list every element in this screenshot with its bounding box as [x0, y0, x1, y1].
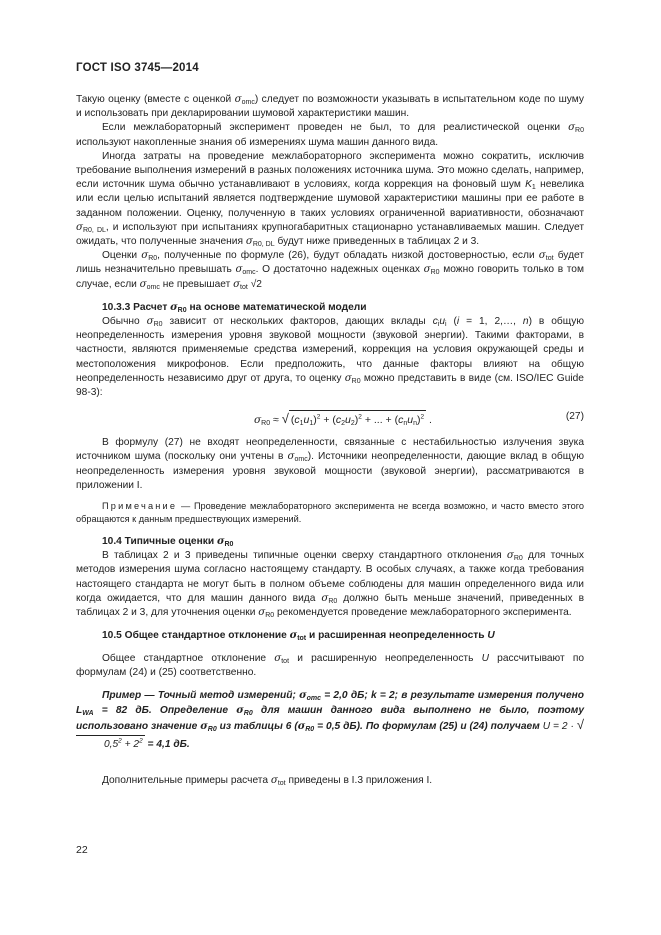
formula-27: [76, 406, 584, 432]
section-heading-10-4: 10.4 Типичные оценки $\sigma_{R0}$: [102, 535, 234, 549]
paragraph: Если межлабораторный эксперимент проведен не был, то для реалистической оценки $\sigma_{R0}$ используют накопленные знания об измерениях шума машин данного вида.: [76, 122, 584, 148]
paragraph: В формулу (27) не входят неопределенности, связанные с нестабильностью излучения звука источником шума (поскольку они учтены в $\sigma_{omc}$). Источники неопределенности, дающие вклад в общую неопределенность измерения уровня звуковой мощности (звуковой энергии), рассматриваются в приложении I.: [76, 437, 584, 491]
section-heading-10-5: 10.5 Общее стандартное отклонение $\sigma_{tot}$ и расширенная неопределенность U: [102, 629, 495, 643]
paragraph: Общее стандартное отклонение $\sigma_{tot}$ и расширенную неопределенность U рассчитывают по формулам (24) и (25) соответственно.: [76, 652, 584, 678]
example: Пример — Точный метод измерений; $\sigma_{omc} = 2,0$ дБ; k = 2; в результате измерения получено $L_{WA} = 82$ дБ. Определение $\sigma_{R0}$ для машин данного вида выполнено не было, поэтому использовано значение $\sigma_{R0}$ из таблицы 6 ($\sigma_{R0} = 0,5$ дБ). По формулам (25) и (24) получаем $U = 2 \cdot √0,5^2 + 2^2 = 4,1$ дБ.: [76, 688, 584, 752]
formula-expression: $\sigma_{R0}$ ≈ √ $(c_1u_1)^2 + (c_2u_2)^2$ + ... + $(c_nu_n)^2$ .: [254, 411, 432, 428]
paragraph: Обычно $\sigma_{R0}$ зависит от нескольких факторов, дающих вклады $c_iu_i$ (i = 1, 2,…, n) в общую неопределенность измерения уровня звуковой мощности (звуковой энергии). Такими факторами, в частности, являются применяемые средства измерений, коррекция на условия окружающей среды и местоположения микрофонов. Если предположить, что данные факторы влияют на общую неопределенность независимо друг от друга, то оценку $\sigma_{R0}$ можно представить в виде (см. ISO/IEC Guide 98-3):: [76, 316, 584, 399]
paragraph: Иногда затраты на проведение межлабораторного эксперимента можно сократить, исключив требование выполнения измерений в разных положениях источника шума. Это можно сделать, например, если источник шума обычно устанавливают в условиях, когда коррекция на фоновый шум $K_1$ невелика или если целью испытаний является подтверждение шумовой характеристики машины при ее работе в заданном положении. Оценку, полученную в таких условиях ограниченной вариативности, обозначают $\sigma_{R0, DL}$, и используют при испытаниях крупногабаритных стационарно устанавливаемых машин. Следует ожидать, что полученные значения $\sigma_{R0, DL}$ будут ниже приведенных в таблицах 2 и 3.: [76, 150, 584, 249]
paragraph: Дополнительные примеры расчета $\sigma_{tot}$ приведены в I.3 приложения I.: [102, 774, 433, 787]
page-number: 22: [76, 844, 88, 856]
section-heading-10-3-3: 10.3.3 Расчет $\sigma_{R0}$ на основе математической модели: [102, 300, 367, 314]
page-body: [76, 93, 584, 788]
paragraph: В таблицах 2 и 3 приведены типичные оценки сверху стандартного отклонения $\sigma_{R0}$ для точных методов измерения шума согласно настоящему стандарту. В особых случаях, а также когда требования настоящего стандарта не могут быть в полном объеме соблюдены для машин определенного вида или когда ожидается, что для машин данного вида $\sigma_{R0}$ должно быть меньше значений, приведенных в таблицах 2 и 3, для уточнения оценки $\sigma_{R0}$ рекомендуется проведение межлабораторного эксперимента.: [76, 550, 584, 620]
example-formula: $U = 2 \cdot √0,5^2 + 2^2$: [76, 721, 584, 749]
sqrt-two: √2: [250, 278, 262, 290]
radical-icon: √: [281, 411, 289, 427]
formula-number: (27): [565, 411, 584, 423]
note: Примечание — Проведение межлабораторного эксперимента не всегда возможно, и часто вместо этого обращаются к данным предшествующих измерений.: [76, 501, 584, 525]
paragraph: Оценки $\sigma_{R0}$, полученные по формуле (26), будут обладать низкой достоверностью, если $\sigma_{tot}$ будет лишь незначительно превышать $\sigma_{omc}$. О достаточно надежных оценках $\sigma_{R0}$ можно говорить только в том случае, если $\sigma_{omc}$ не превышает $\sigma_{tot}$ √2: [76, 250, 585, 291]
paragraph: Такую оценку (вместе с оценкой $\sigma_{omc}$) следует по возможности указывать в испытательном коде по шуму и использовать при декларировании шумовой характеристики машин.: [76, 94, 584, 120]
document-header: ГОСТ ISO 3745—2014: [76, 62, 199, 74]
